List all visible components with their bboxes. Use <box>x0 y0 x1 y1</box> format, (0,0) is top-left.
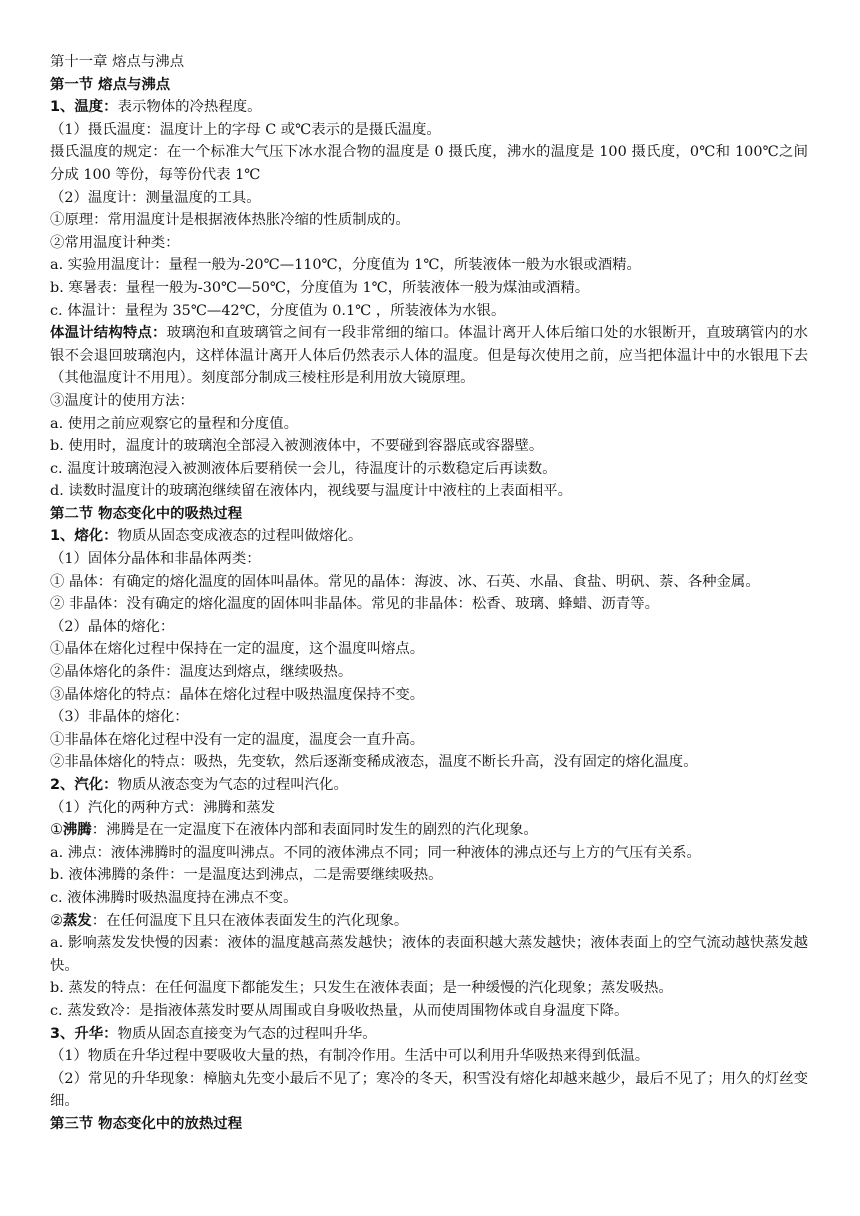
boiling-c: c. 液体沸腾时吸热温度持在沸点不变。 <box>50 889 298 906</box>
usage-item: ③温度计的使用方法： <box>50 392 194 409</box>
vaporization-definition: 2、汽化：物质从液态变为气态的过程叫汽化。 <box>50 777 348 793</box>
document-page <box>50 51 808 1136</box>
boiling-definition: ①沸腾：沸腾是在一定温度下在液体内部和表面同时发生的剧烈的汽化现象。 <box>50 822 538 839</box>
section-3-title: 第三节 物态变化中的放热过程 <box>50 1115 243 1132</box>
vaporization-ways: （1）汽化的两种方式：沸腾和蒸发 <box>50 799 276 816</box>
type-a: a. 实验用温度计：量程一般为-20℃—110℃，分度值为 1℃，所装液体一般为水银或酒精。 <box>50 257 641 274</box>
clinical-thermometer-paragraph: 体温计结构特点：玻璃泡和直玻璃管之间有一段非常细的缩口。体温计离开人体后缩口处的水银断开，直玻璃管内的水银不会退回玻璃泡内，这样体温计离开人体后仍然表示人体的温度。但是每次使用之前，应当把体温计中的水银甩下去（其他温度计不用甩）。刻度部分制成三棱柱形是利用放大镜原理。 <box>50 325 808 387</box>
crystal-melting-3: ③晶体熔化的特点：晶体在熔化过程中吸热温度保持不变。 <box>50 686 425 703</box>
crystal-melting-item: （2）晶体的熔化： <box>50 618 175 635</box>
evaporation-a: a. 影响蒸发发快慢的因素：液体的温度越高蒸发越快；液体的表面积越大蒸发越快；液体表面上的空气流动越快蒸发越快。 <box>50 935 808 974</box>
celsius-item: （1）摄氏温度：温度计上的字母 C 或℃表示的是摄氏温度。 <box>50 121 441 138</box>
amorphous-melting-item: （3）非晶体的熔化： <box>50 709 189 726</box>
vaporization-heading: 2、汽化： <box>50 777 118 793</box>
type-b: b. 寒暑表：量程一般为-30℃—50℃，分度值为 1℃，所装液体一般为煤油或酒精。 <box>50 279 590 296</box>
clinical-heading: 体温计结构特点： <box>50 325 167 342</box>
crystal-paragraph: ① 晶体：有确定的熔化温度的固体叫晶体。常见的晶体：海波、冰、石英、水晶、食盐、明矾、萘、各种金属。 <box>50 573 760 590</box>
amorphous-item: ② 非晶体：没有确定的熔化温度的固体叫非晶体。常见的非晶体：松香、玻璃、蜂蜡、沥青等。 <box>50 596 659 613</box>
melting-heading: 1、熔化： <box>50 528 118 545</box>
evaporation-heading: 蒸发 <box>62 912 92 929</box>
evaporation-c: c. 蒸发致冷：是指液体蒸发时要从周围或自身吸收热量，从而使周围物体或自身温度下降。 <box>50 1002 629 1019</box>
boiling-a: a. 沸点：液体沸腾时的温度叫沸点。不同的液体沸点不同；同一种液体的沸点还与上方的气压有关系。 <box>50 844 701 861</box>
melting-definition: 1、熔化：物质从固态变成液态的过程叫做熔化。 <box>50 528 363 545</box>
sublimation-definition: 3、升华：物质从固态直接变为气态的过程叫升华。 <box>50 1025 377 1042</box>
celsius-rule-paragraph: 摄氏温度的规定：在一个标准大气压下冰水混合物的温度是 0 摄氏度，沸水的温度是 100 摄氏度，0℃和 100℃之间分成 100 等份，每等份代表 1℃ <box>50 144 808 183</box>
crystal-melting-1: ①晶体在熔化过程中保持在一定的温度，这个温度叫熔点。 <box>50 641 425 658</box>
usage-d: d. 读数时温度计的玻璃泡继续留在液体内，视线要与温度计中液柱的上表面相平。 <box>50 483 573 500</box>
sublimation-1: （1）物质在升华过程中要吸收大量的热，有制冷作用。生活中可以利用升华吸热来得到低温。 <box>50 1048 650 1065</box>
types-item: ②常用温度计种类： <box>50 234 180 251</box>
chapter-title: 第十一章 熔点与沸点 <box>50 54 185 70</box>
solid-types-item: （1）固体分晶体和非晶体两类： <box>50 551 261 568</box>
boiling-heading: 沸腾 <box>62 822 92 839</box>
usage-a: a. 使用之前应观察它的量程和分度值。 <box>50 415 298 432</box>
temperature-heading: 1、温度： <box>50 99 118 116</box>
boiling-b: b. 液体沸腾的条件：一是温度达到沸点，二是需要继续吸热。 <box>50 867 443 884</box>
evaporation-b: b. 蒸发的特点：在任何温度下都能发生；只发生在液体表面；是一种缓慢的汽化现象；蒸发吸热。 <box>50 980 673 997</box>
sublimation-heading: 3、升华： <box>50 1025 118 1042</box>
usage-c: c. 温度计玻璃泡浸入被测液体后要稍侯一会儿，待温度计的示数稳定后再读数。 <box>50 460 557 477</box>
section-1-title: 第一节 熔点与沸点 <box>50 76 171 93</box>
sublimation-2: （2）常见的升华现象：樟脑丸先变小最后不见了；寒冷的冬天，积雪没有熔化却越来越少，最后不见了；用久的灯丝变细。 <box>50 1070 808 1110</box>
type-c: c. 体温计：量程为 35℃—42℃，分度值为 0.1℃ ，所装液体为水银。 <box>50 302 506 319</box>
section-2-title: 第二节 物态变化中的吸热过程 <box>50 505 243 522</box>
temperature-definition: 1、温度：表示物体的冷热程度。 <box>50 99 262 116</box>
evaporation-definition: ②蒸发：在任何温度下且只在液体表面发生的汽化现象。 <box>50 912 409 929</box>
usage-b: b. 使用时，温度计的玻璃泡全部浸入被测液体中，不要碰到容器底或容器壁。 <box>50 438 544 455</box>
thermometer-item: （2）温度计：测量温度的工具。 <box>50 189 261 206</box>
principle-item: ①原理：常用温度计是根据液体热胀冷缩的性质制成的。 <box>50 212 410 229</box>
crystal-melting-2: ②晶体熔化的条件：温度达到熔点，继续吸热。 <box>50 664 353 681</box>
amorphous-melting-2: ②非晶体熔化的特点：吸热，先变软，然后逐渐变稀成液态，温度不断长升高，没有固定的熔化温度。 <box>50 754 698 771</box>
amorphous-melting-1: ①非晶体在熔化过程中没有一定的温度，温度会一直升高。 <box>50 731 425 748</box>
